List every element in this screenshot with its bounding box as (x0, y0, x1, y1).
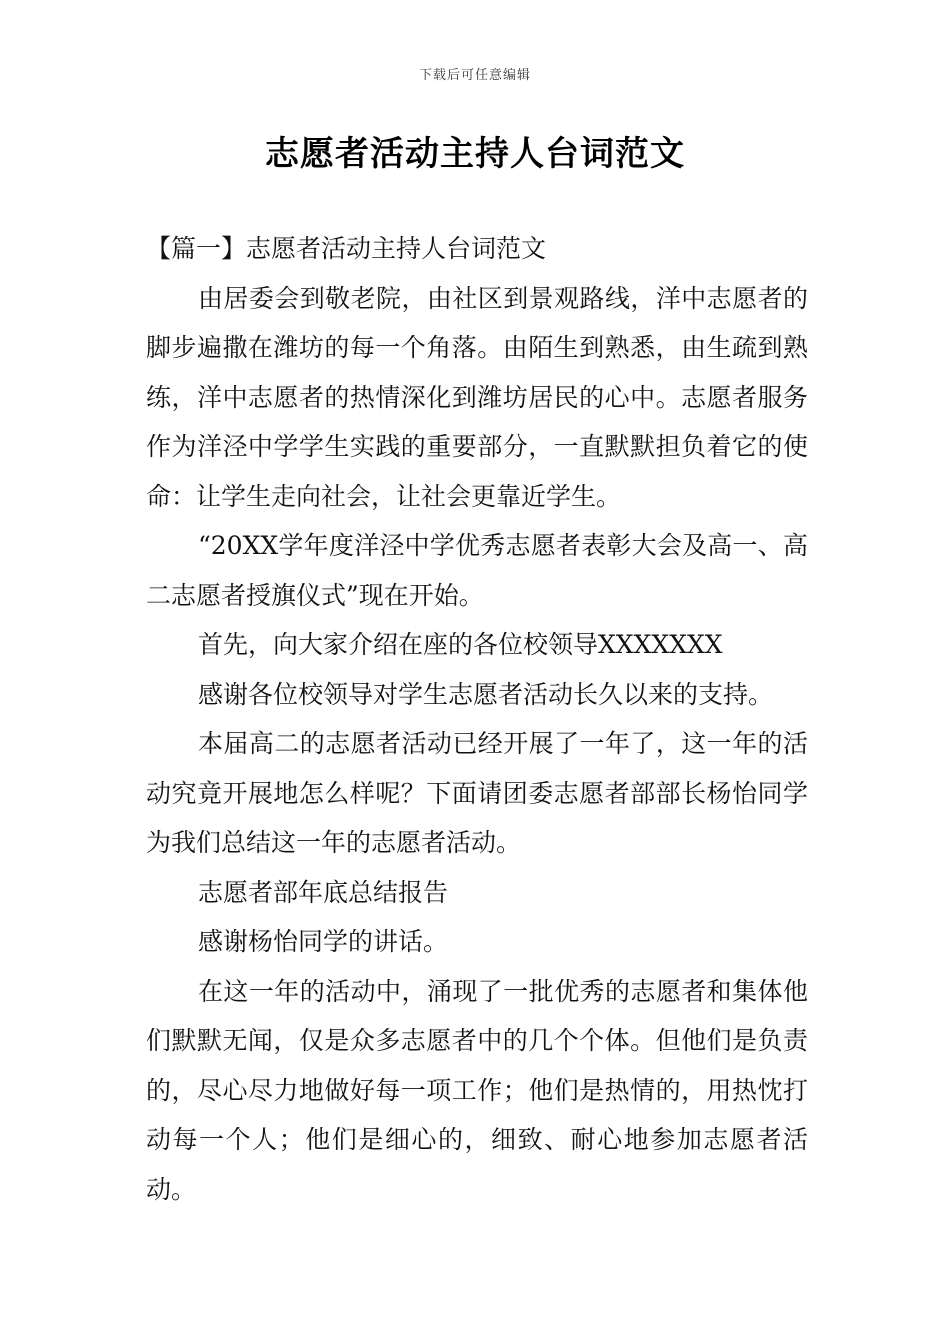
paragraph-1: 由居委会到敬老院，由社区到景观路线，洋中志愿者的脚步遍撒在潍坊的每一个角落。由陌生到熟悉，由生疏到熟练，洋中志愿者的热情深化到潍坊居民的心中。志愿者服务作为洋泾中学学生实践的重要部分，一直默默担负着它的使命：让学生走向社会，让社会更靠近学生。 (146, 283, 808, 511)
paragraph-3: 首先，向大家介绍在座的各位校领导XXXXXXX (198, 630, 723, 659)
paragraph-2: “20XX学年度洋泾中学优秀志愿者表彰大会及高一、高二志愿者授旗仪式”现在开始。 (146, 531, 808, 610)
paragraph-5: 本届高二的志愿者活动已经开展了一年了，这一年的活动究竟开展地怎么样呢？下面请团委志愿者部部长杨怡同学为我们总结这一年的志愿者活动。 (146, 729, 808, 857)
paragraph-7: 感谢杨怡同学的讲话。 (198, 927, 449, 956)
paragraph-8: 在这一年的活动中，涌现了一批优秀的志愿者和集体他们默默无闻，仅是众多志愿者中的几个个体。但他们是负责的，尽心尽力地做好每一项工作；他们是热情的，用热忱打动每一个人；他们是细心的，细致、耐心地参加志愿者活动。 (146, 976, 808, 1204)
section-heading: 【篇一】志愿者活动主持人台词范文 (146, 234, 547, 263)
header-note: 下载后可任意编辑 (418, 68, 531, 83)
document-title: 志愿者活动主持人台词范文 (265, 134, 685, 174)
paragraph-6: 志愿者部年底总结报告 (198, 877, 449, 907)
document-body (146, 224, 808, 1214)
paragraph-4: 感谢各位校领导对学生志愿者活动长久以来的支持。 (198, 679, 774, 709)
